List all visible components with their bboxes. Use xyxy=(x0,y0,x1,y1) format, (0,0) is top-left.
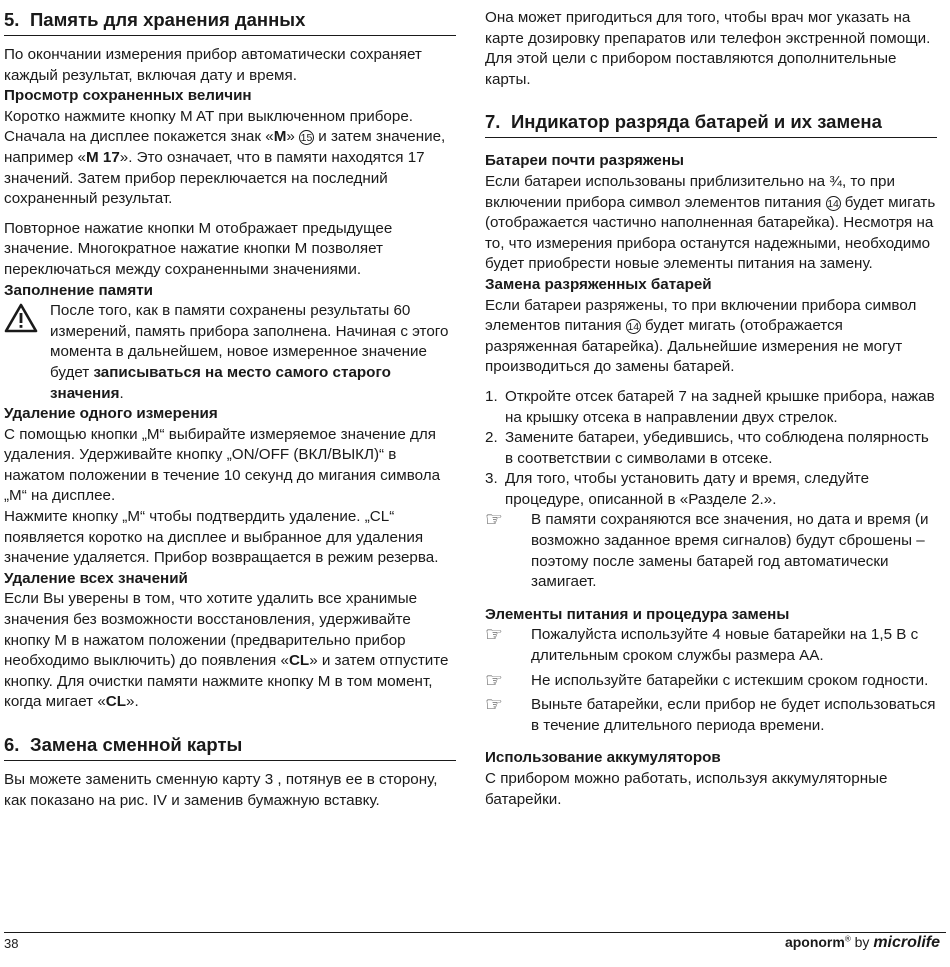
list-item: 1. Откройте отсек батарей 7 на задней крышке прибора, нажав на крышку отсека в направлении двух стрелок. xyxy=(485,387,935,426)
paragraph: По окончании измерения прибор автоматически сохраняет каждый результат, включая дату и время. xyxy=(4,46,422,84)
section-number: 7. xyxy=(485,111,501,133)
paragraph: С прибором можно работать, используя аккумуляторные батарейки. xyxy=(485,770,888,808)
pointing-hand-icon: ☞ xyxy=(485,669,503,692)
section-title: Индикатор разряда батарей и их замена xyxy=(511,111,882,133)
paragraph: Коротко нажмите кнопку M AT при выключенном приборе. Сначала на дисплее покажется знак «M» 15 и затем значение, например «M 17». Это означает, что в памяти находятся 17 значений. Затем прибор переключается на последний сохраненный результат. xyxy=(4,107,446,208)
section-5-heading xyxy=(4,8,456,36)
section-title: Память для хранения данных xyxy=(30,9,306,30)
note-block xyxy=(485,510,937,592)
pointing-hand-icon: ☞ xyxy=(485,624,503,647)
note-text: Выньте батарейки, если прибор не будет использоваться в течение длительного периода времени. xyxy=(531,696,936,734)
subheading: Просмотр сохраненных величин xyxy=(4,87,252,105)
steps-list xyxy=(485,387,937,511)
right-column xyxy=(485,8,937,810)
note-block xyxy=(485,695,937,736)
warning-triangle-icon xyxy=(4,301,50,404)
note-text: Не используйте батарейки с истекшим сроком годности. xyxy=(531,671,929,689)
callout-number: 15 xyxy=(300,132,313,145)
list-item: 2. Замените батареи, убедившись, что соблюдена полярность в соответствии с символами в отсеке. xyxy=(485,429,929,467)
subheading: Использование аккумуляторов xyxy=(485,749,721,767)
section-number: 5. xyxy=(4,9,20,30)
section-title: Замена сменной карты xyxy=(30,734,243,755)
paragraph: Если Вы уверены в том, что хотите удалить все хранимые значения без возможности восстановления, удерживайте кнопку М в нажатом положении (предварительно прибор необходимо выключить) до появления «CL» и затем отпустите кнопку. Для очистки памяти нажмите кнопку M в том момент, когда мигает «CL». xyxy=(4,590,449,711)
paragraph: Вы можете заменить сменную карту 3 , потянув ее в сторону, как показано на рис. IV и заменив бумажную вставку. xyxy=(4,771,438,809)
note-block xyxy=(485,625,937,666)
subheading: Удаление всех значений xyxy=(4,569,188,587)
paragraph: Нажмите кнопку „M“ чтобы подтвердить удаление. „CL“ появляется коротко на дисплее и выбранное для удаления значение удаляется. Прибор возвращается в режим резерва. xyxy=(4,508,439,567)
note-block xyxy=(485,671,937,692)
subheading: Элементы питания и процедура замены xyxy=(485,605,790,623)
paragraph: Если батареи использованы приблизительно на ¾, то при включении прибора символ элементов питания 14 будет мигать (отображается частично наполненная батарейка). Несмотря на то, что измерения прибора останутся надежными, необходимо будет приобрести новые элементы питания на замену. xyxy=(485,172,936,273)
footer-divider xyxy=(4,932,946,933)
section-7-heading xyxy=(485,110,937,138)
left-column xyxy=(4,8,456,811)
callout-number: 14 xyxy=(627,321,640,334)
warning-text: После того, как в памяти сохранены результаты 60 измерений, память прибора заполнена. Начиная с этого момента в дальнейшем, новое измеренное значение будет записываться на место самого старого значения. xyxy=(50,302,449,402)
subheading: Заполнение памяти xyxy=(4,281,153,299)
page-number: 38 xyxy=(4,936,19,951)
subheading: Батареи почти разряжены xyxy=(485,152,684,170)
pointing-hand-icon: ☞ xyxy=(485,694,503,717)
paragraph: Повторное нажатие кнопки М отображает предыдущее значение. Многократное нажатие кнопки М позволяет переключаться между сохраненными значениями. xyxy=(4,219,393,278)
list-item: 3. Для того, чтобы установить дату и время, следуйте процедуре, описанной в «Разделе 2.». xyxy=(485,470,870,508)
note-text: В памяти сохраняются все значения, но дата и время (и возможно заданное время сигналов) будут сброшены – поэтому после замены батарей год автоматически замигает. xyxy=(531,511,929,591)
note-text: Пожалуйста используйте 4 новые батарейки на 1,5 В с длительным сроком службы размера AA. xyxy=(531,626,919,665)
callout-number: 14 xyxy=(827,197,839,210)
paragraph: Она может пригодиться для того, чтобы врач мог указать на карте дозировку препаратов или телефон экстренной помощи. Для этой цели с прибором поставляются дополнительные карты. xyxy=(485,9,931,88)
subheading: Удаление одного измерения xyxy=(4,405,218,423)
brand-logo: aponorm® by microlife xyxy=(784,934,940,951)
pointing-hand-icon: ☞ xyxy=(485,509,503,532)
subheading: Замена разряженных батарей xyxy=(485,275,712,293)
paragraph: С помощью кнопки „M“ выбирайте измеряемое значение для удаления. Удерживайте кнопку „ON/OFF (ВКЛ/ВЫКЛ)“ в нажатом положении в течение 10 секунд до мигания символа „M“ на дисплее. xyxy=(4,425,441,505)
section-number: 6. xyxy=(4,734,20,755)
warning-block xyxy=(4,301,456,404)
section-6-heading xyxy=(4,733,456,761)
paragraph: Если батареи разряжены, то при включении прибора символ элементов питания 14 будет мигать (отображается разряженная батарейка). Дальнейшие измерения не могут производиться до замены батарей. xyxy=(485,296,917,376)
